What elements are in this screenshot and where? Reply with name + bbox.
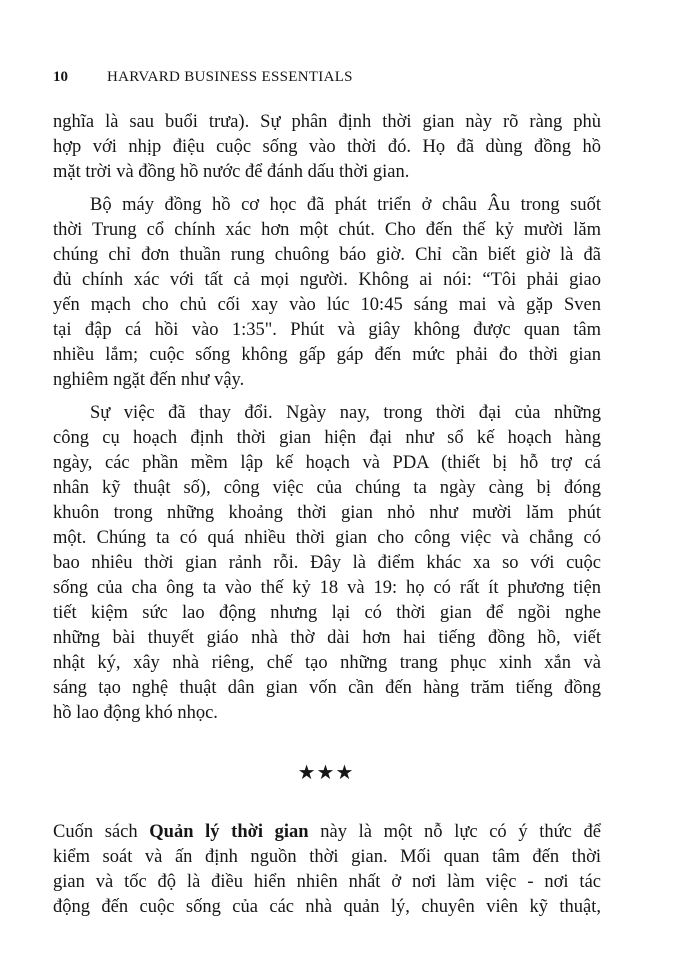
text-line: đủ chính xác với tất cả mọi người. Không ai nói: “Tôi phải giao xyxy=(53,270,601,290)
text-line: chúng chỉ đơn thuần rung chuông báo giờ. Chỉ cần biết giờ là đã xyxy=(53,245,601,265)
text-line: bao nhiêu thời gian rảnh rỗi. Đây là điểm khác xa so với cuộc xyxy=(53,553,601,573)
text-line: nghĩa là sau buổi trưa). Sự phân định thời gian này rõ ràng phù xyxy=(53,112,601,132)
text-line: nghiêm ngặt đến như vậy. xyxy=(53,370,245,390)
text-line: nhân kỹ thuật số), công việc của chúng ta ngày càng bị đóng xyxy=(53,478,601,498)
text-line: động đến cuộc sống của các nhà quản lý, chuyên viên kỹ thuật, xyxy=(53,897,601,917)
text-line: Sự việc đã thay đổi. Ngày nay, trong thời đại của những xyxy=(90,403,601,423)
book-title-bold: Quản lý thời gian xyxy=(149,822,309,842)
text-line: hợp với nhịp điệu cuộc sống vào thời đó. Họ đã dùng đồng hồ xyxy=(53,137,601,157)
text-line xyxy=(53,820,601,845)
text-line: tại đập cá hồi vào 1:35". Phút và giây không được quan tâm xyxy=(53,320,601,340)
section-separator: ★★★ xyxy=(297,762,355,784)
text-line: mặt trời và đồng hồ nước để đánh dấu thời gian. xyxy=(53,162,410,182)
text-line: Bộ máy đồng hồ cơ học đã phát triển ở châu Âu trong suốt xyxy=(90,195,601,215)
text-line: nhật ký, xây nhà riêng, chế tạo những trang phục xinh xắn và xyxy=(53,653,601,673)
text-line: kiểm soát và ấn định nguồn thời gian. Mối quan tâm đến thời xyxy=(53,847,601,867)
running-title: HARVARD BUSINESS ESSENTIALS xyxy=(107,69,353,85)
page-number: 10 xyxy=(53,69,68,85)
text-segment: Cuốn sách xyxy=(53,822,150,842)
text-line: sống của cha ông ta vào thế kỷ 18 và 19: họ có rất ít phương tiện xyxy=(53,578,601,598)
text-line: khuôn trong những khoảng thời gian nhỏ như mười lăm phút xyxy=(53,503,601,523)
text-line: ngày, các phần mềm lập kế hoạch và PDA (thiết bị hỗ trợ cá xyxy=(53,453,601,473)
text-line: những bài thuyết giáo nhà thờ dài hơn hai tiếng đồng hồ, viết xyxy=(53,628,601,648)
text-line: hồ lao động khó nhọc. xyxy=(53,703,218,723)
text-line: gian và tốc độ là điều hiển nhiên nhất ở nơi làm việc - nơi tác xyxy=(53,872,601,892)
text-line: một. Chúng ta có quá nhiều thời gian cho công việc và chẳng có xyxy=(53,528,601,548)
text-line: nhiều lắm; cuộc sống không gấp gáp đến mức phải đo thời gian xyxy=(53,345,601,365)
text-segment: này là một nỗ lực có ý thức để xyxy=(308,822,601,842)
running-header xyxy=(53,67,353,87)
text-line: sáng tạo nghệ thuật dân gian vốn cần đến hàng trăm tiếng đồng xyxy=(53,678,601,698)
text-line: công cụ hoạch định thời gian hiện đại như sổ kế hoạch hàng xyxy=(53,428,601,448)
text-line: tiết kiệm sức lao động nhưng lại có thời gian để ngồi nghe xyxy=(53,603,601,623)
text-line: thời Trung cổ chính xác hơn một chút. Cho đến thế kỷ mười lăm xyxy=(53,220,601,240)
text-line: yến mạch cho chủ cối xay vào lúc 10:45 sáng mai và gặp Sven xyxy=(53,295,601,315)
